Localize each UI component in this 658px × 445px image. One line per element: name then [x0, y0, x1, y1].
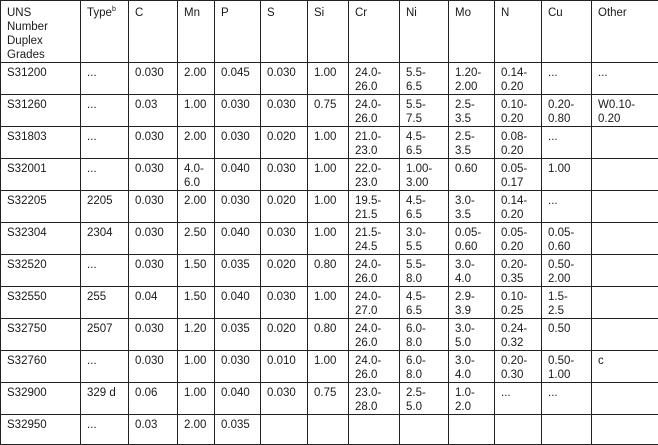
cell-uns: S32950 [1, 415, 81, 445]
cell-c: 0.030 [129, 159, 178, 191]
cell-ni: 6.0- 8.0 [400, 351, 449, 383]
cell-si: 0.75 [308, 95, 349, 127]
cell-other [592, 159, 658, 191]
cell-cr: 21.0- 23.0 [349, 127, 400, 159]
cell-c: 0.04 [129, 287, 178, 319]
col-header-c: C [129, 1, 178, 63]
cell-uns: S32001 [1, 159, 81, 191]
cell-other [592, 287, 658, 319]
cell-type: ... [81, 127, 129, 159]
cell-s: 0.020 [261, 319, 308, 351]
col-header-cr: Cr [349, 1, 400, 63]
cell-si: 1.00 [308, 191, 349, 223]
cell-mn: 1.00 [178, 351, 215, 383]
cell-cr: 24.0- 26.0 [349, 63, 400, 95]
cell-mo: 0.05- 0.60 [449, 223, 495, 255]
cell-type: 2507 [81, 319, 129, 351]
cell-cr: 24.0- 26.0 [349, 95, 400, 127]
cell-cr: 24.0- 26.0 [349, 255, 400, 287]
cell-mn: 2.00 [178, 127, 215, 159]
cell-uns: S32520 [1, 255, 81, 287]
cell-s: 0.030 [261, 63, 308, 95]
cell-type: 2304 [81, 223, 129, 255]
cell-type: 2205 [81, 191, 129, 223]
cell-type: ... [81, 351, 129, 383]
cell-other: c [592, 351, 658, 383]
table-row [1, 383, 658, 415]
col-header-other: Other [592, 1, 658, 63]
cell-type: ... [81, 159, 129, 191]
cell-s: 0.030 [261, 287, 308, 319]
cell-n: 0.05- 0.17 [495, 159, 542, 191]
cell-mn: 1.00 [178, 383, 215, 415]
cell-ni: 4.5- 6.5 [400, 127, 449, 159]
cell-mn: 1.50 [178, 287, 215, 319]
cell-cr: 24.0- 26.0 [349, 319, 400, 351]
cell-si: 0.80 [308, 319, 349, 351]
cell-mn: 4.0- 6.0 [178, 159, 215, 191]
cell-p: 0.030 [215, 95, 261, 127]
cell-cr: 21.5- 24.5 [349, 223, 400, 255]
table-row [1, 159, 658, 191]
cell-s: 0.020 [261, 255, 308, 287]
cell-n: 0.08- 0.20 [495, 127, 542, 159]
cell-cr: 19.5- 21.5 [349, 191, 400, 223]
col-header-mn: Mn [178, 1, 215, 63]
cell-cr: 24.0- 26.0 [349, 351, 400, 383]
header-row [1, 1, 658, 63]
cell-uns: S32750 [1, 319, 81, 351]
cell-type: ... [81, 95, 129, 127]
cell-p: 0.030 [215, 191, 261, 223]
cell-s: 0.010 [261, 351, 308, 383]
cell-other [592, 255, 658, 287]
cell-p: 0.040 [215, 223, 261, 255]
cell-mo: 2.5- 3.5 [449, 95, 495, 127]
cell-cu: 0.50- 2.00 [542, 255, 592, 287]
cell-mo: 3.0- 4.0 [449, 255, 495, 287]
cell-p: 0.035 [215, 319, 261, 351]
cell-mo: 2.5- 3.5 [449, 127, 495, 159]
cell-n: 0.10- 0.25 [495, 287, 542, 319]
cell-ni: 4.5- 6.5 [400, 191, 449, 223]
cell-c: 0.03 [129, 95, 178, 127]
table-row [1, 223, 658, 255]
cell-mn: 2.00 [178, 63, 215, 95]
cell-uns: S32900 [1, 383, 81, 415]
cell-si: 1.00 [308, 159, 349, 191]
cell-cu: 1.5- 2.5 [542, 287, 592, 319]
col-header-ni: Ni [400, 1, 449, 63]
cell-n: 0.14- 0.20 [495, 63, 542, 95]
cell-cu: ... [542, 63, 592, 95]
table-row [1, 191, 658, 223]
cell-cu: ... [542, 383, 592, 415]
cell-s: 0.030 [261, 383, 308, 415]
cell-mo: 2.9- 3.9 [449, 287, 495, 319]
cell-n: 0.10- 0.20 [495, 95, 542, 127]
cell-uns: S32760 [1, 351, 81, 383]
cell-cr: 22.0- 23.0 [349, 159, 400, 191]
cell-n: 0.24- 0.32 [495, 319, 542, 351]
cell-p: 0.030 [215, 351, 261, 383]
col-header-type: Type$^b$ [81, 1, 129, 63]
cell-mo: 3.0- 4.0 [449, 351, 495, 383]
table-row [1, 63, 658, 95]
table-row [1, 287, 658, 319]
cell-n: 0.20- 0.35 [495, 255, 542, 287]
cell-p: 0.035 [215, 415, 261, 445]
cell-si: 1.00 [308, 223, 349, 255]
cell-p: 0.045 [215, 63, 261, 95]
cell-p: 0.030 [215, 127, 261, 159]
cell-mn: 2.50 [178, 223, 215, 255]
cell-mn: 1.00 [178, 95, 215, 127]
cell-s: 0.030 [261, 95, 308, 127]
cell-p: 0.035 [215, 255, 261, 287]
type-footnote-marker: b [112, 6, 116, 13]
cell-type: ... [81, 415, 129, 445]
cell-c: 0.030 [129, 255, 178, 287]
cell-other [592, 223, 658, 255]
table-row [1, 127, 658, 159]
cell-ni: 1.00- 3.00 [400, 159, 449, 191]
table-row [1, 319, 658, 351]
cell-c: 0.030 [129, 63, 178, 95]
col-header-p: P [215, 1, 261, 63]
cell-cu: 0.05- 0.60 [542, 223, 592, 255]
cell-ni: 5.5- 7.5 [400, 95, 449, 127]
cell-s: 0.030 [261, 159, 308, 191]
table-row [1, 351, 658, 383]
cell-si: 0.80 [308, 255, 349, 287]
cell-other [592, 383, 658, 415]
cell-mn: 2.00 [178, 415, 215, 445]
cell-c: 0.030 [129, 127, 178, 159]
cell-si: 1.00 [308, 63, 349, 95]
cell-ni: 3.0- 5.5 [400, 223, 449, 255]
cell-p: 0.040 [215, 383, 261, 415]
cell-mn: 2.00 [178, 191, 215, 223]
cell-n: 0.20- 0.30 [495, 351, 542, 383]
cell-c: 0.030 [129, 351, 178, 383]
col-header-mo: Mo [449, 1, 495, 63]
cell-ni: 5.5- 6.5 [400, 63, 449, 95]
cell-s: 0.020 [261, 191, 308, 223]
table-row [1, 255, 658, 287]
cell-p: 0.040 [215, 159, 261, 191]
col-header-uns: UNS Number Duplex Grades [1, 1, 81, 63]
cell-other: W0.10- 0.20 [592, 95, 658, 127]
cell-mn: 1.50 [178, 255, 215, 287]
cell-c: 0.030 [129, 191, 178, 223]
cell-uns: S31803 [1, 127, 81, 159]
cell-type: 329 d [81, 383, 129, 415]
cell-uns: S31260 [1, 95, 81, 127]
table-body [1, 63, 658, 445]
cell-cr: 24.0- 27.0 [349, 287, 400, 319]
cell-mo: 1.20- 2.00 [449, 63, 495, 95]
cell-cr: 23.0- 28.0 [349, 383, 400, 415]
cell-mo: 3.0- 3.5 [449, 191, 495, 223]
cell-c: 0.03 [129, 415, 178, 445]
cell-other [592, 191, 658, 223]
col-header-s: S [261, 1, 308, 63]
cell-ni: 2.5- 5.0 [400, 383, 449, 415]
cell-uns: S32304 [1, 223, 81, 255]
cell-uns: S31200 [1, 63, 81, 95]
cell-s: 0.030 [261, 223, 308, 255]
cell-p: 0.040 [215, 287, 261, 319]
cell-other [592, 319, 658, 351]
cell-cu: 0.50- 1.00 [542, 351, 592, 383]
col-header-si: Si [308, 1, 349, 63]
cell-type: ... [81, 255, 129, 287]
cell-cu: ... [542, 191, 592, 223]
cell-cu: 1.00 [542, 159, 592, 191]
cell-cu: 0.50 [542, 319, 592, 351]
cell-si: 1.00 [308, 287, 349, 319]
cell-si: 1.00 [308, 351, 349, 383]
cell-uns: S32205 [1, 191, 81, 223]
cell-cu: ... [542, 127, 592, 159]
col-header-cu: Cu [542, 1, 592, 63]
cell-s: 0.020 [261, 127, 308, 159]
cell-other: ... [592, 63, 658, 95]
cell-type: ... [81, 63, 129, 95]
cell-ni: 6.0- 8.0 [400, 319, 449, 351]
cell-si: 0.75 [308, 383, 349, 415]
cell-ni: 5.5- 8.0 [400, 255, 449, 287]
cell-mo: 1.0- 2.0 [449, 383, 495, 415]
cell-n: 0.05- 0.20 [495, 223, 542, 255]
cell-n: 0.14- 0.20 [495, 191, 542, 223]
table-row [1, 95, 658, 127]
cell-si: 1.00 [308, 127, 349, 159]
cell-c: 0.030 [129, 223, 178, 255]
cell-mo: 3.0- 5.0 [449, 319, 495, 351]
cell-cu: 0.20- 0.80 [542, 95, 592, 127]
cell-mo: 0.60 [449, 159, 495, 191]
cell-c: 0.06 [129, 383, 178, 415]
cell-mn: 1.20 [178, 319, 215, 351]
cell-other [592, 127, 658, 159]
cell-n: ... [495, 383, 542, 415]
col-header-n: N [495, 1, 542, 63]
cell-c: 0.030 [129, 319, 178, 351]
cell-uns: S32550 [1, 287, 81, 319]
cell-ni: 4.5- 6.5 [400, 287, 449, 319]
cell-type: 255 [81, 287, 129, 319]
